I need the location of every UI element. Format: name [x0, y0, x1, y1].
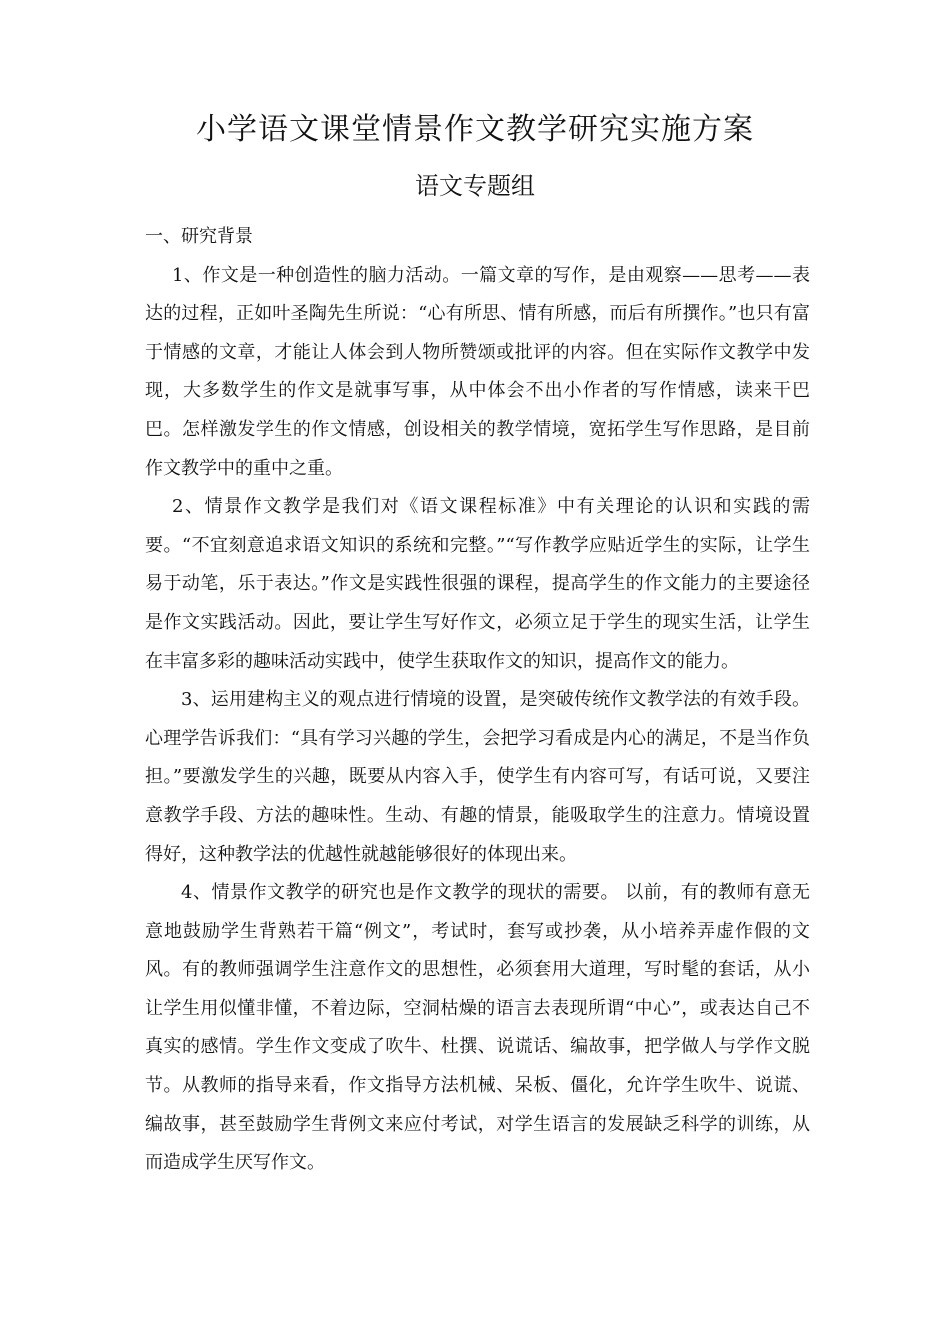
- paragraph-3: 3、运用建构主义的观点进行情境的设置，是突破传统作文教学法的有效手段。心理学告诉我们：“具有学习兴趣的学生，会把学习看成是内心的满足，不是当作负担。”要激发学生的兴趣，既要从内容入手，使学生有内容可写，有话可说，又要注意教学手段、方法的趣味性。生动、有趣的情景，能吸取学生的注意力。情境设置得好，这种教学法的优越性就越能够很好的体现出来。: [145, 689, 810, 865]
- document-title: 小学语文课堂情景作文教学研究实施方案: [196, 112, 754, 147]
- document-body: [145, 218, 810, 1183]
- document-subtitle: 语文专题组: [415, 172, 535, 200]
- paragraph-1: 1、作文是一种创造性的脑力活动。一篇文章的写作，是由观察——思考——表达的过程，正如叶圣陶先生所说：“心有所思、情有所感，而后有所撰作。”也只有富于情感的文章，才能让人体会到人物所赞颂或批评的内容。但在实际作文教学中发现，大多数学生的作文是就事写事，从中体会不出小作者的写作情感，读来干巴巴。怎样激发学生的作文情感，创设相关的教学情境，宽拓学生写作思路，是目前作文教学中的重中之重。: [145, 264, 810, 479]
- section-heading: 一、研究背景: [145, 226, 253, 247]
- paragraph-2: 2、情景作文教学是我们对《语文课程标准》中有关理论的认识和实践的需要。“不宜刻意追求语文知识的系统和完整。”“写作教学应贴近学生的实际，让学生易于动笔，乐于表达。”作文是实践性很强的课程，提高学生的作文能力的主要途径是作文实践活动。因此，要让学生写好作文，必须立足于学生的现实生活，让学生在丰富多彩的趣味活动实践中，使学生获取作文的知识，提高作文的能力。: [145, 496, 810, 672]
- paragraph-4: 4、情景作文教学的研究也是作文教学的现状的需要。 以前，有的教师有意无意地鼓励学生背熟若干篇“例文”，考试时，套写或抄袭，从小培养弄虚作假的文风。有的教师强调学生注意作文的思想性，必须套用大道理，写时髦的套话，从小让学生用似懂非懂，不着边际，空洞枯燥的语言去表现所谓“中心”，或表达自己不真实的感情。学生作文变成了吹牛、杜撰、说谎话、编故事，把学做人与学作文脱节。从教师的指导来看，作文指导方法机械、呆板、僵化，允许学生吹牛、说谎、编故事，甚至鼓励学生背例文来应付考试，对学生语言的发展缺乏科学的训练，从而造成学生厌写作文。: [145, 882, 810, 1174]
